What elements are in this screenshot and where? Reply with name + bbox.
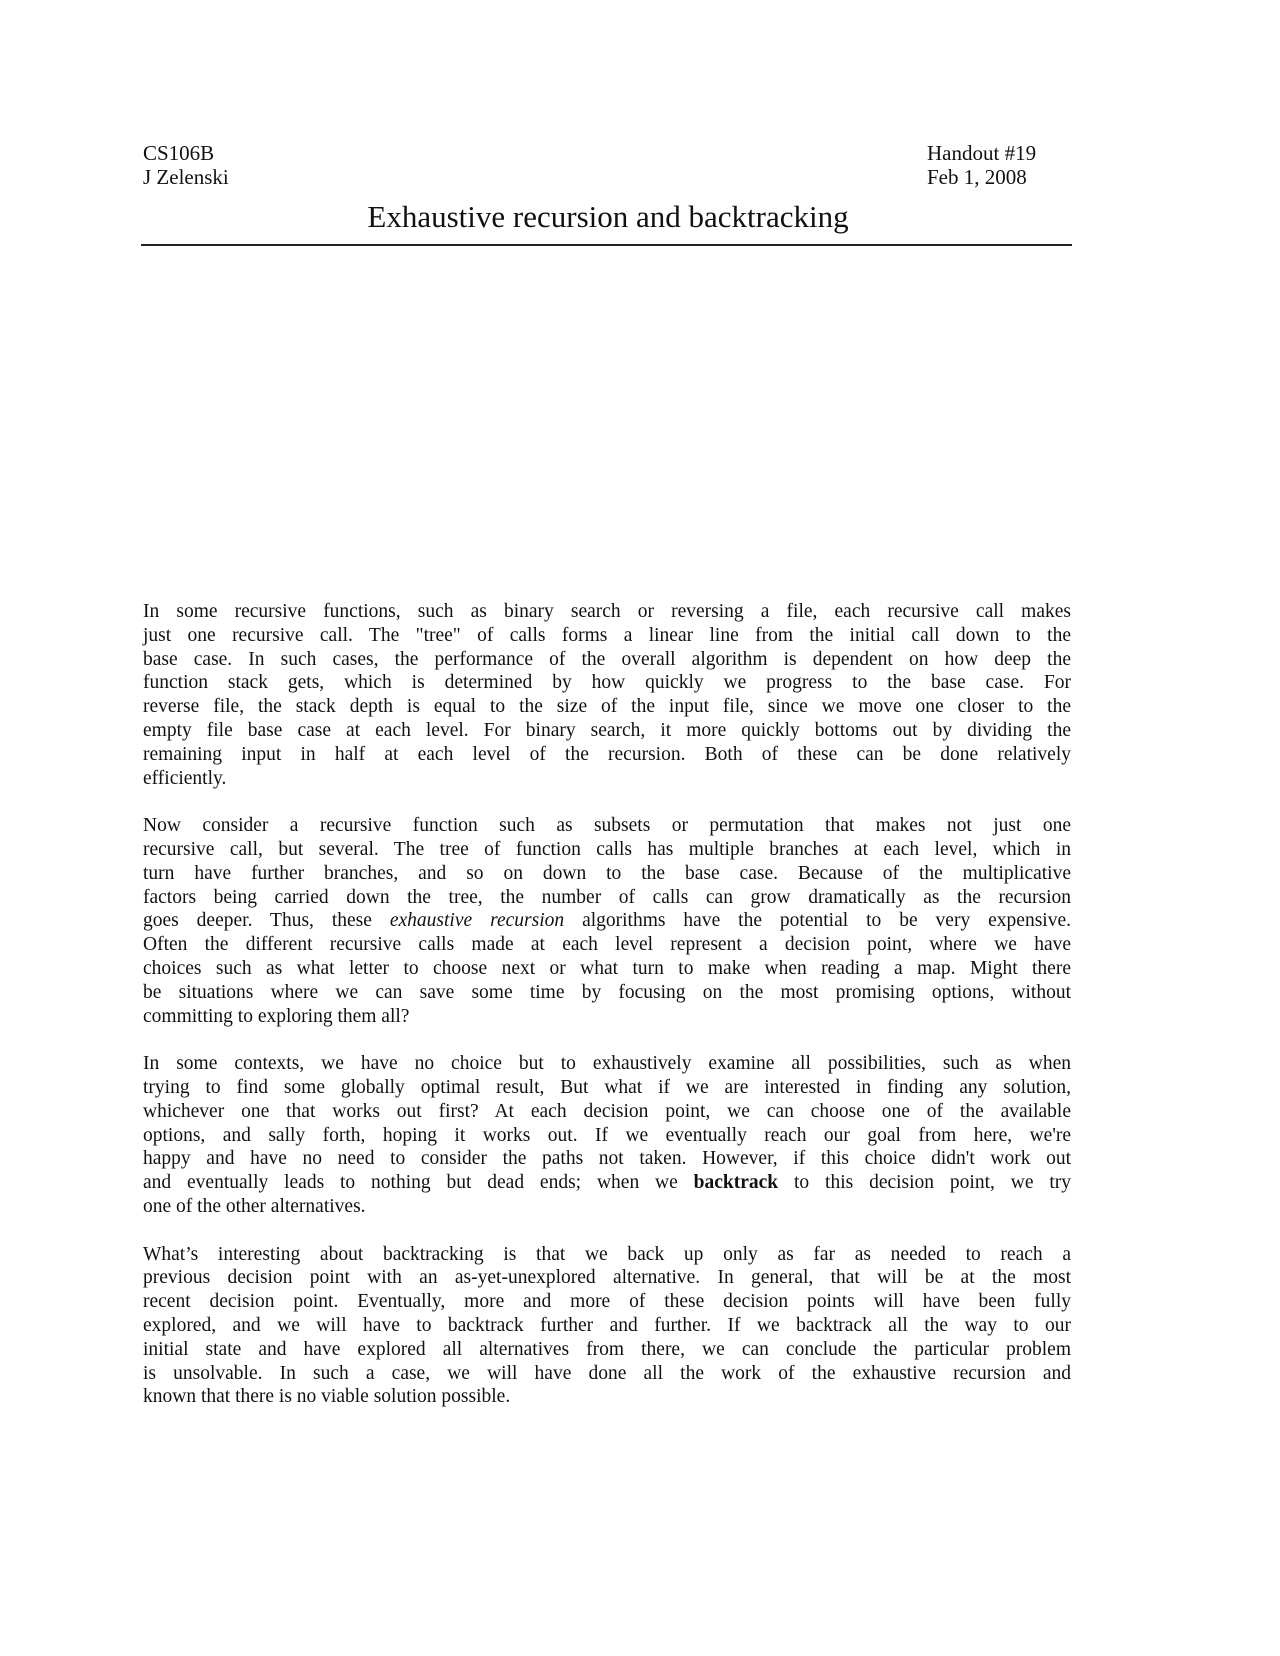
text-line: known that there is no viable solution possible. <box>143 1386 511 1408</box>
text-line: initial state and have explored all alternatives from there, we can conclude the particular problem <box>143 1338 1071 1360</box>
header-right <box>927 141 1036 189</box>
text-line: choices such as what letter to choose next or what turn to make when reading a map. Might there <box>143 957 1071 979</box>
text-segment: to this decision point, we try <box>778 1172 1071 1194</box>
handout-date: Feb 1, 2008 <box>927 165 1027 189</box>
text-line: one of the other alternatives. <box>143 1195 366 1217</box>
header-left <box>143 141 229 189</box>
author: J Zelenski <box>143 165 229 189</box>
text-line: What’s interesting about backtracking is that we back up only as far as needed to reach a <box>143 1243 1071 1265</box>
text-line: turn have further branches, and so on down to the base case. Because of the multiplicative <box>143 862 1071 884</box>
text-line: be situations where we can save some time by focusing on the most promising options, without <box>143 981 1071 1003</box>
text-line <box>143 909 1071 933</box>
text-line: options, and sally forth, hoping it works out. If we eventually reach our goal from here, we're <box>143 1124 1071 1146</box>
title-rule <box>141 244 1072 246</box>
text-segment: algorithms have the potential to be very expensive. <box>564 910 1071 932</box>
text-line: trying to find some globally optimal result, But what if we are interested in finding any solution, <box>143 1076 1071 1098</box>
text-line: whichever one that works out first? At each decision point, we can choose one of the available <box>143 1100 1071 1122</box>
text-line: recent decision point. Eventually, more and more of these decision points will have been fully <box>143 1291 1071 1313</box>
text-line: happy and have no need to consider the paths not taken. However, if this choice didn't work out <box>143 1148 1071 1170</box>
text-segment: goes deeper. Thus, these <box>143 910 390 932</box>
bold-term: backtrack <box>693 1172 779 1194</box>
emphasized-term: exhaustive recursion <box>389 910 565 932</box>
text-line: efficiently. <box>143 767 227 789</box>
text-line: factors being carried down the tree, the number of calls can grow dramatically as the recursion <box>143 886 1071 908</box>
paragraph <box>143 814 1071 1028</box>
text-line: Often the different recursive calls made at each level represent a decision point, where we have <box>143 934 1071 956</box>
text-line: In some recursive functions, such as binary search or reversing a file, each recursive call makes <box>143 601 1071 622</box>
text-line: is unsolvable. In such a case, we will have done all the work of the exhaustive recursion and <box>143 1362 1071 1384</box>
text-segment: and eventually leads to nothing but dead ends; when we <box>143 1172 694 1194</box>
text-line: explored, and we will have to backtrack further and further. If we backtrack all the way to our <box>143 1314 1071 1336</box>
document-body <box>143 600 1071 1433</box>
text-line: remaining input in half at each level of the recursion. Both of these can be done relatively <box>143 743 1071 765</box>
text-line: base case. In such cases, the performance of the overall algorithm is dependent on how deep the <box>143 648 1071 670</box>
text-line: function stack gets, which is determined by how quickly we progress to the base case. For <box>143 672 1071 694</box>
text-line: recursive call, but several. The tree of function calls has multiple branches at each level, which in <box>143 838 1071 860</box>
text-line: empty file base case at each level. For binary search, it more quickly bottoms out by dividing the <box>143 719 1071 741</box>
text-line: reverse file, the stack depth is equal to the size of the input file, since we move one closer to the <box>143 696 1071 718</box>
handout-number: Handout #19 <box>927 141 1037 165</box>
text-line: committing to exploring them all? <box>143 1005 410 1027</box>
text-line <box>143 1171 1071 1195</box>
text-line: Now consider a recursive function such as subsets or permutation that makes not just one <box>143 815 1071 837</box>
paragraph <box>143 600 1071 790</box>
text-line: just one recursive call. The "tree" of calls forms a linear line from the initial call down to the <box>143 624 1071 646</box>
document-title: Exhaustive recursion and backtracking <box>367 199 849 234</box>
paragraph <box>143 1243 1071 1410</box>
paragraph <box>143 1052 1071 1219</box>
text-line: In some contexts, we have no choice but to exhaustively examine all possibilities, such as when <box>143 1053 1071 1075</box>
course-code: CS106B <box>143 141 215 165</box>
text-line: previous decision point with an as-yet-unexplored alternative. In general, that will be at the most <box>143 1267 1071 1289</box>
